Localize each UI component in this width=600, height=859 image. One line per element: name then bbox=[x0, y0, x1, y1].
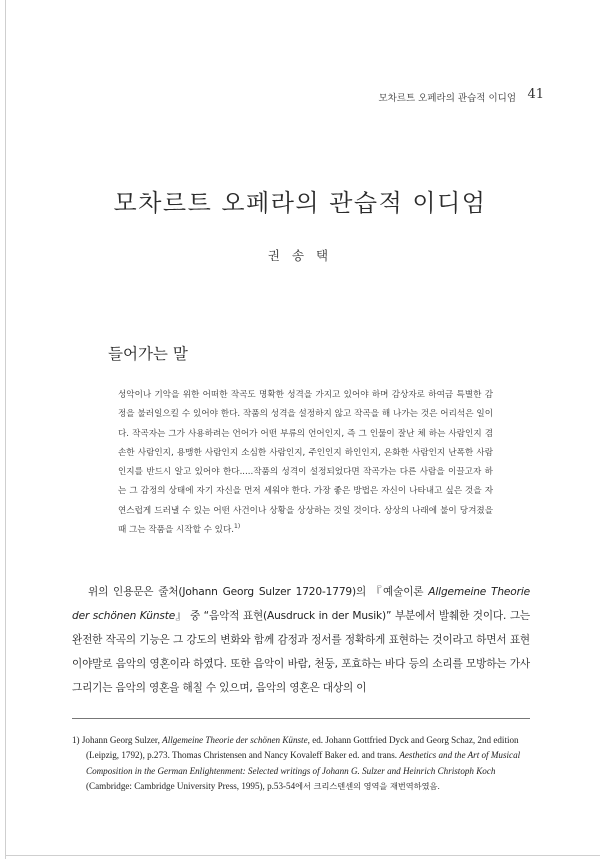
section-heading: 들어가는 말 bbox=[108, 345, 188, 363]
page-number: 41 bbox=[527, 87, 544, 102]
footnote-body bbox=[72, 733, 532, 794]
article-title: 모차르트 오페라의 관습적 이디엄 bbox=[113, 189, 487, 217]
body-paragraph bbox=[72, 580, 530, 700]
block-quote bbox=[118, 386, 493, 540]
footnote-divider bbox=[72, 718, 530, 719]
footnote-text-c: , ed. Johann Gottfried Dyck and Georg Schaz, 2nd edition (Leipzig, 1792), p.273. Thomas Christensen and Nancy Kovaleff Baker ed. and trans. bbox=[86, 735, 519, 761]
body-text-part-a: 위의 인용문은 줄처(Johann Georg Sulzer 1720-1779)의 『예술이론 bbox=[88, 586, 429, 598]
page-left-edge bbox=[5, 0, 6, 859]
article-author: 권 송 택 bbox=[267, 248, 333, 263]
page-bottom-edge bbox=[5, 855, 600, 856]
footnote-number: 1) bbox=[72, 735, 80, 745]
body-text-part-b: 』 중 “음악적 표현(Ausdruck in der Musik)” 부분에서 발췌한 것이다. 그는 완전한 작곡의 기능은 그 강도의 변화와 함께 감정과 정서를 정확하게 표현하는 것이라고 하면서 표현이야말로 음악의 영혼이라 하였다. 또한 음악이 바람, 천둥, 포효하는 바다 등의 소리를 모방하는 가사그리기는 음악의 영혼을 해칠 수 있으며, 음악의 영혼은 대상의 이 bbox=[72, 610, 530, 694]
block-quote-text: 성악이나 기악을 위한 어떠한 작곡도 명확한 성격을 가지고 있어야 하며 감상자로 하여금 특별한 감정을 불러일으킬 수 있어야 한다. 작품의 성격을 설정하지 않고 작곡을 해 나가는 것은 어리석은 일이다. 작곡자는 그가 사용하려는 언어가 어떤 부류의 언어인지, 즉 그 인물이 잘난 체 하는 사람인지 겸손한 사람인지, 용맹한 사람인지 소심한 사람인지, 주인인지 하인인지, 온화한 사람인지 난폭한 사람인지를 반드시 알고 있어야 한다.....작품의 성격이 설정되었다면 작곡가는 다른 사람을 이끌고자 하는 그 감정의 상태에 자기 자신을 먼저 세워야 한다. 가장 좋은 방법은 자신이 나타내고 싶은 것을 자연스럽게 드러낼 수 있는 어떤 사건이나 상황을 상상하는 것일 것이다. 상상의 나래에 불이 당겨졌을 때 그는 작품을 시작할 수 있다. bbox=[118, 390, 493, 536]
body-text-italic-title: Allgemeine Theorie der schönen Künste bbox=[72, 586, 530, 622]
running-head: 모차르트 오페라의 관습적 이디엄 bbox=[378, 93, 516, 104]
footnote-italic-title-2: Aesthetics and the Art of Musical Composition in the German Enlightenment: Selected writings of Johann G. Sulzer and Heinrich Christoph Koch bbox=[86, 750, 521, 776]
footnote-text-e: (Cambridge: Cambridge University Press, 1995), p.53-54 bbox=[86, 780, 296, 791]
footnote-italic-title-1: Allgemeine Theorie der schönen Künste bbox=[162, 735, 308, 745]
footnote-text-a: Johann Georg Sulzer, bbox=[81, 735, 163, 745]
footnote bbox=[72, 733, 532, 794]
footnote-reference[interactable]: 1) bbox=[234, 523, 241, 531]
footnote-text-korean: 에서 크리스텐센의 영역을 재번역하였음. bbox=[295, 780, 441, 791]
